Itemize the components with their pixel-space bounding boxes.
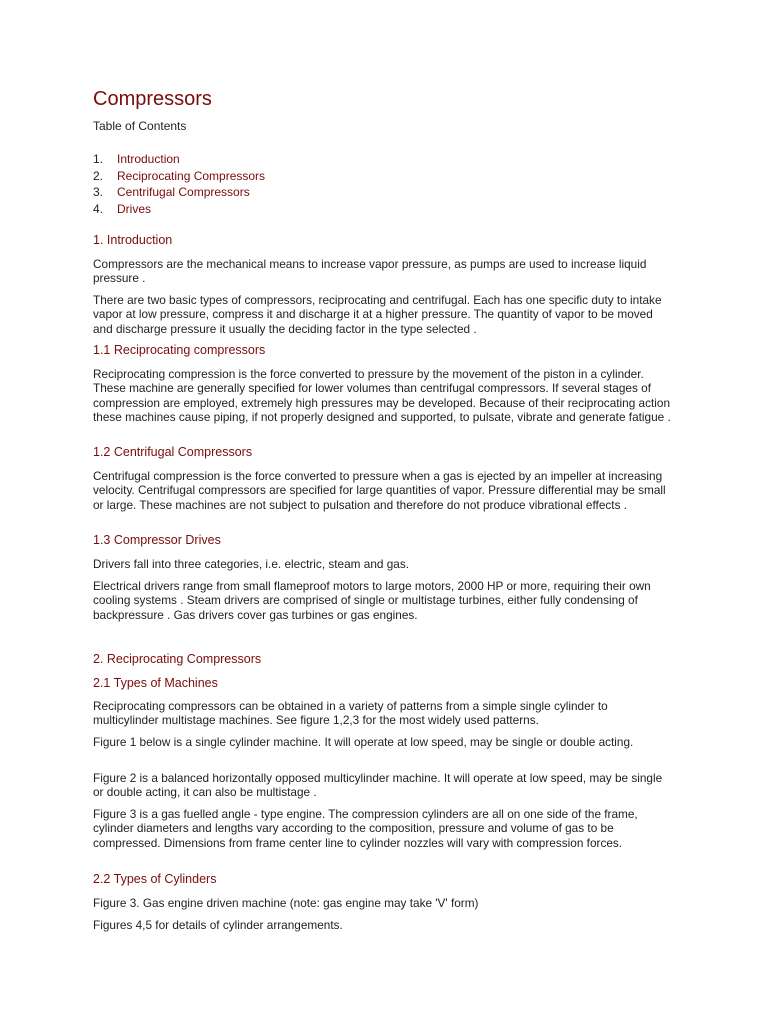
paragraph: Figure 2 is a balanced horizontally opposed multicylinder machine. It will operate at low speed, may be single or double acting, it can also be multistage .	[93, 771, 663, 800]
paragraph: Figures 4,5 for details of cylinder arrangements.	[93, 918, 343, 932]
subsection-heading-reciprocating: 1.1 Reciprocating compressors	[93, 343, 266, 357]
paragraph: There are two basic types of compressors, reciprocating and centrifugal. Each has one specific duty to intake vapor at low pressure, compress it and discharge it at a higher pressure. The quantity of vapor to be moved and discharge pressure it usually the deciding factor in the type selected .	[93, 293, 662, 336]
paragraph: Reciprocating compression is the force converted to pressure by the movement of the piston in a cylinder. These machine are generally specified for lower volumes than centrifugal compressors. If several stages of compression are employed, extremely high pressures may be developed. Because of their reciprocating action these machines cause piping, if not properly designed and supported, to pulsate, vibrate and generate fatigue .	[93, 367, 671, 424]
toc-number: 3.	[93, 185, 104, 199]
paragraph: Electrical drivers range from small flameproof motors to large motors, 2000 HP or more, requiring their own cooling systems . Steam drivers are comprised of single or multistage turbines, either fully condensing of backpressure . Gas drivers cover gas turbines or gas engines.	[93, 579, 651, 622]
toc-link-introduction[interactable]: Introduction	[117, 152, 180, 166]
toc-link-reciprocating[interactable]: Reciprocating Compressors	[117, 169, 266, 183]
subsection-heading-cylinders: 2.2 Types of Cylinders	[93, 872, 217, 886]
paragraph: Figure 1 below is a single cylinder machine. It will operate at low speed, may be single or double acting.	[93, 735, 634, 749]
subsection-heading-drives: 1.3 Compressor Drives	[93, 533, 221, 547]
subsection-heading-machines: 2.1 Types of Machines	[93, 676, 218, 690]
page-title: Compressors	[93, 88, 212, 110]
toc-number: 4.	[93, 202, 104, 216]
toc-number: 1.	[93, 152, 104, 166]
paragraph: Drivers fall into three categories, i.e. electric, steam and gas.	[93, 557, 410, 571]
toc-heading: Table of Contents	[93, 119, 187, 133]
toc-link-drives[interactable]: Drives	[117, 202, 152, 216]
subsection-heading-centrifugal: 1.2 Centrifugal Compressors	[93, 445, 253, 459]
paragraph: Centrifugal compression is the force converted to pressure when a gas is ejected by an impeller at increasing velocity. Centrifugal compressors are specified for large quantities of vapor. Pressure differential may be small or large. These machines are not subject to pulsation and therefore do not produce vibrational effects .	[93, 469, 666, 512]
section-heading-introduction: 1. Introduction	[93, 233, 173, 247]
paragraph: Figure 3. Gas engine driven machine (note: gas engine may take 'V' form)	[93, 896, 479, 910]
paragraph: Compressors are the mechanical means to increase vapor pressure, as pumps are used to increase liquid pressure .	[93, 257, 647, 286]
paragraph: Reciprocating compressors can be obtained in a variety of patterns from a simple single cylinder to multicylinder multistage machines. See figure 1,2,3 for the most widely used patterns.	[93, 699, 608, 728]
toc-number: 2.	[93, 169, 104, 183]
paragraph: Figure 3 is a gas fuelled angle - type engine. The compression cylinders are all on one side of the frame, cylinder diameters and lengths vary according to the composition, pressure and volume of gas to be compressed. Dimensions from frame center line to cylinder nozzles will vary with compression forces.	[93, 807, 638, 850]
toc-link-centrifugal[interactable]: Centrifugal Compressors	[117, 185, 250, 199]
section-heading-reciprocating: 2. Reciprocating Compressors	[93, 652, 262, 666]
